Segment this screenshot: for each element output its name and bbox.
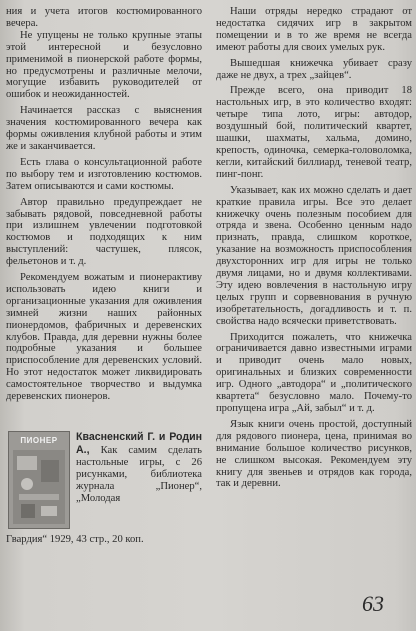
book-review-entry <box>6 431 202 571</box>
paragraph: Автор правильно предупреждает не забывать рядовой, повседневной работы при излишнем увлечении подготовкой костюмов и подходящих к ним выступлений: частушек, плясок, фельетонов и т. д. <box>6 196 202 268</box>
paragraph: Указывает, как их можно сделать и дает краткие правила игры. Все это делает книжечку очень полезным пособием для отряда и звена. Особенно ценным надо признать, правда, слишком короткое, указание на возможность приспособления двухсторонних игр для игры не только двумя лицами, но и двумя коллективами. Эту идею вовлечения в настольную игру целых групп и сорвевнования в ручную изобретательность, догадливость и т. п. свойства надо всячески приветствовать. <box>216 184 412 327</box>
cover-illustration-icon <box>13 450 65 524</box>
left-column <box>6 6 202 403</box>
page-number: 63 <box>362 591 384 616</box>
paragraph: Наши отряды нередко страдают от недостатка сидячих игр в закрытом помещении и в то же время не всегда имеют работы для своих умелых рук. <box>216 6 412 53</box>
paragraph: Есть глава о консультационной работе по выбору тем и изготовлению костюмов. Затем описываются и сами костюмы. <box>6 156 202 192</box>
review-authors: Квасненский Г. и Родин А., <box>76 431 202 456</box>
review-publication-info: Гвардия“ 1929, 43 стр., 20 коп. <box>6 534 144 545</box>
cover-title: ПИОНЕР <box>20 436 58 445</box>
paragraph: Прежде всего, она приводит 18 настольных игр, в это количество входят: четыре типа лото, игры: автодор, воздушный бой, политический квартет, шашки, шахматы, хальма, домино, крепость, одиночка, семерка-головоломка, кегли, китайский биллиард, теневой театр, пинг-понг. <box>216 85 412 180</box>
right-column <box>216 6 412 490</box>
paragraph: ния и учета итогов костюмированного вечера. <box>6 6 202 29</box>
paragraph: Приходится пожалеть, что книжечка ограничивается давно известными играми и приводит очень мало новых, оригинальных и близких современности игр. Одного „автодора“ и „политического квартета“ безусловно мало. Почему-то пропущена игра „Ай, забыл“ и т. д. <box>216 331 412 414</box>
book-cover-image <box>8 431 70 529</box>
review-header-text <box>76 431 202 505</box>
paragraph: Вышедшая книжечка убивает сразу даже не двух, а трех „зайцев“. <box>216 57 412 81</box>
paragraph: Язык книги очень простой, доступный для рядового пионера, цена, принимая во внимание большое количество рисунков, не слишком высокая. Рекомендуем эту книгу для звеньев и отрядов как города, так и деревни. <box>216 418 412 490</box>
paragraph: Начинается рассказ с выяснения значения костюмированного вечера как формы оживления клубной работы и этим же и заканчивается. <box>6 105 202 152</box>
paragraph: Рекомендуем вожатым и пионерактиву использовать идею книги и организационные указания для оживления зимней жизни наших районных пионердомов, фабричных и деревенских клубов. Правда, для деревни нужны более подробные указания и большее приспособление для деревенских условий. Но этот недостаток может ликвидировать самостоятельное творчество и выдумка деревенских пионеров. <box>6 272 202 403</box>
review-title: Как самим сделать настольные игры, с 26 рисунками, библиотека журнала „Пионер“, „Молодая <box>76 445 202 504</box>
paragraph: Не упущены не только крупные этапы этой интересной и безусловно применимой в пионерской работе формы, но предусмотрены и различные мелочи, могущие избавить руководителей от ошибок и неожиданностей. <box>6 29 202 101</box>
